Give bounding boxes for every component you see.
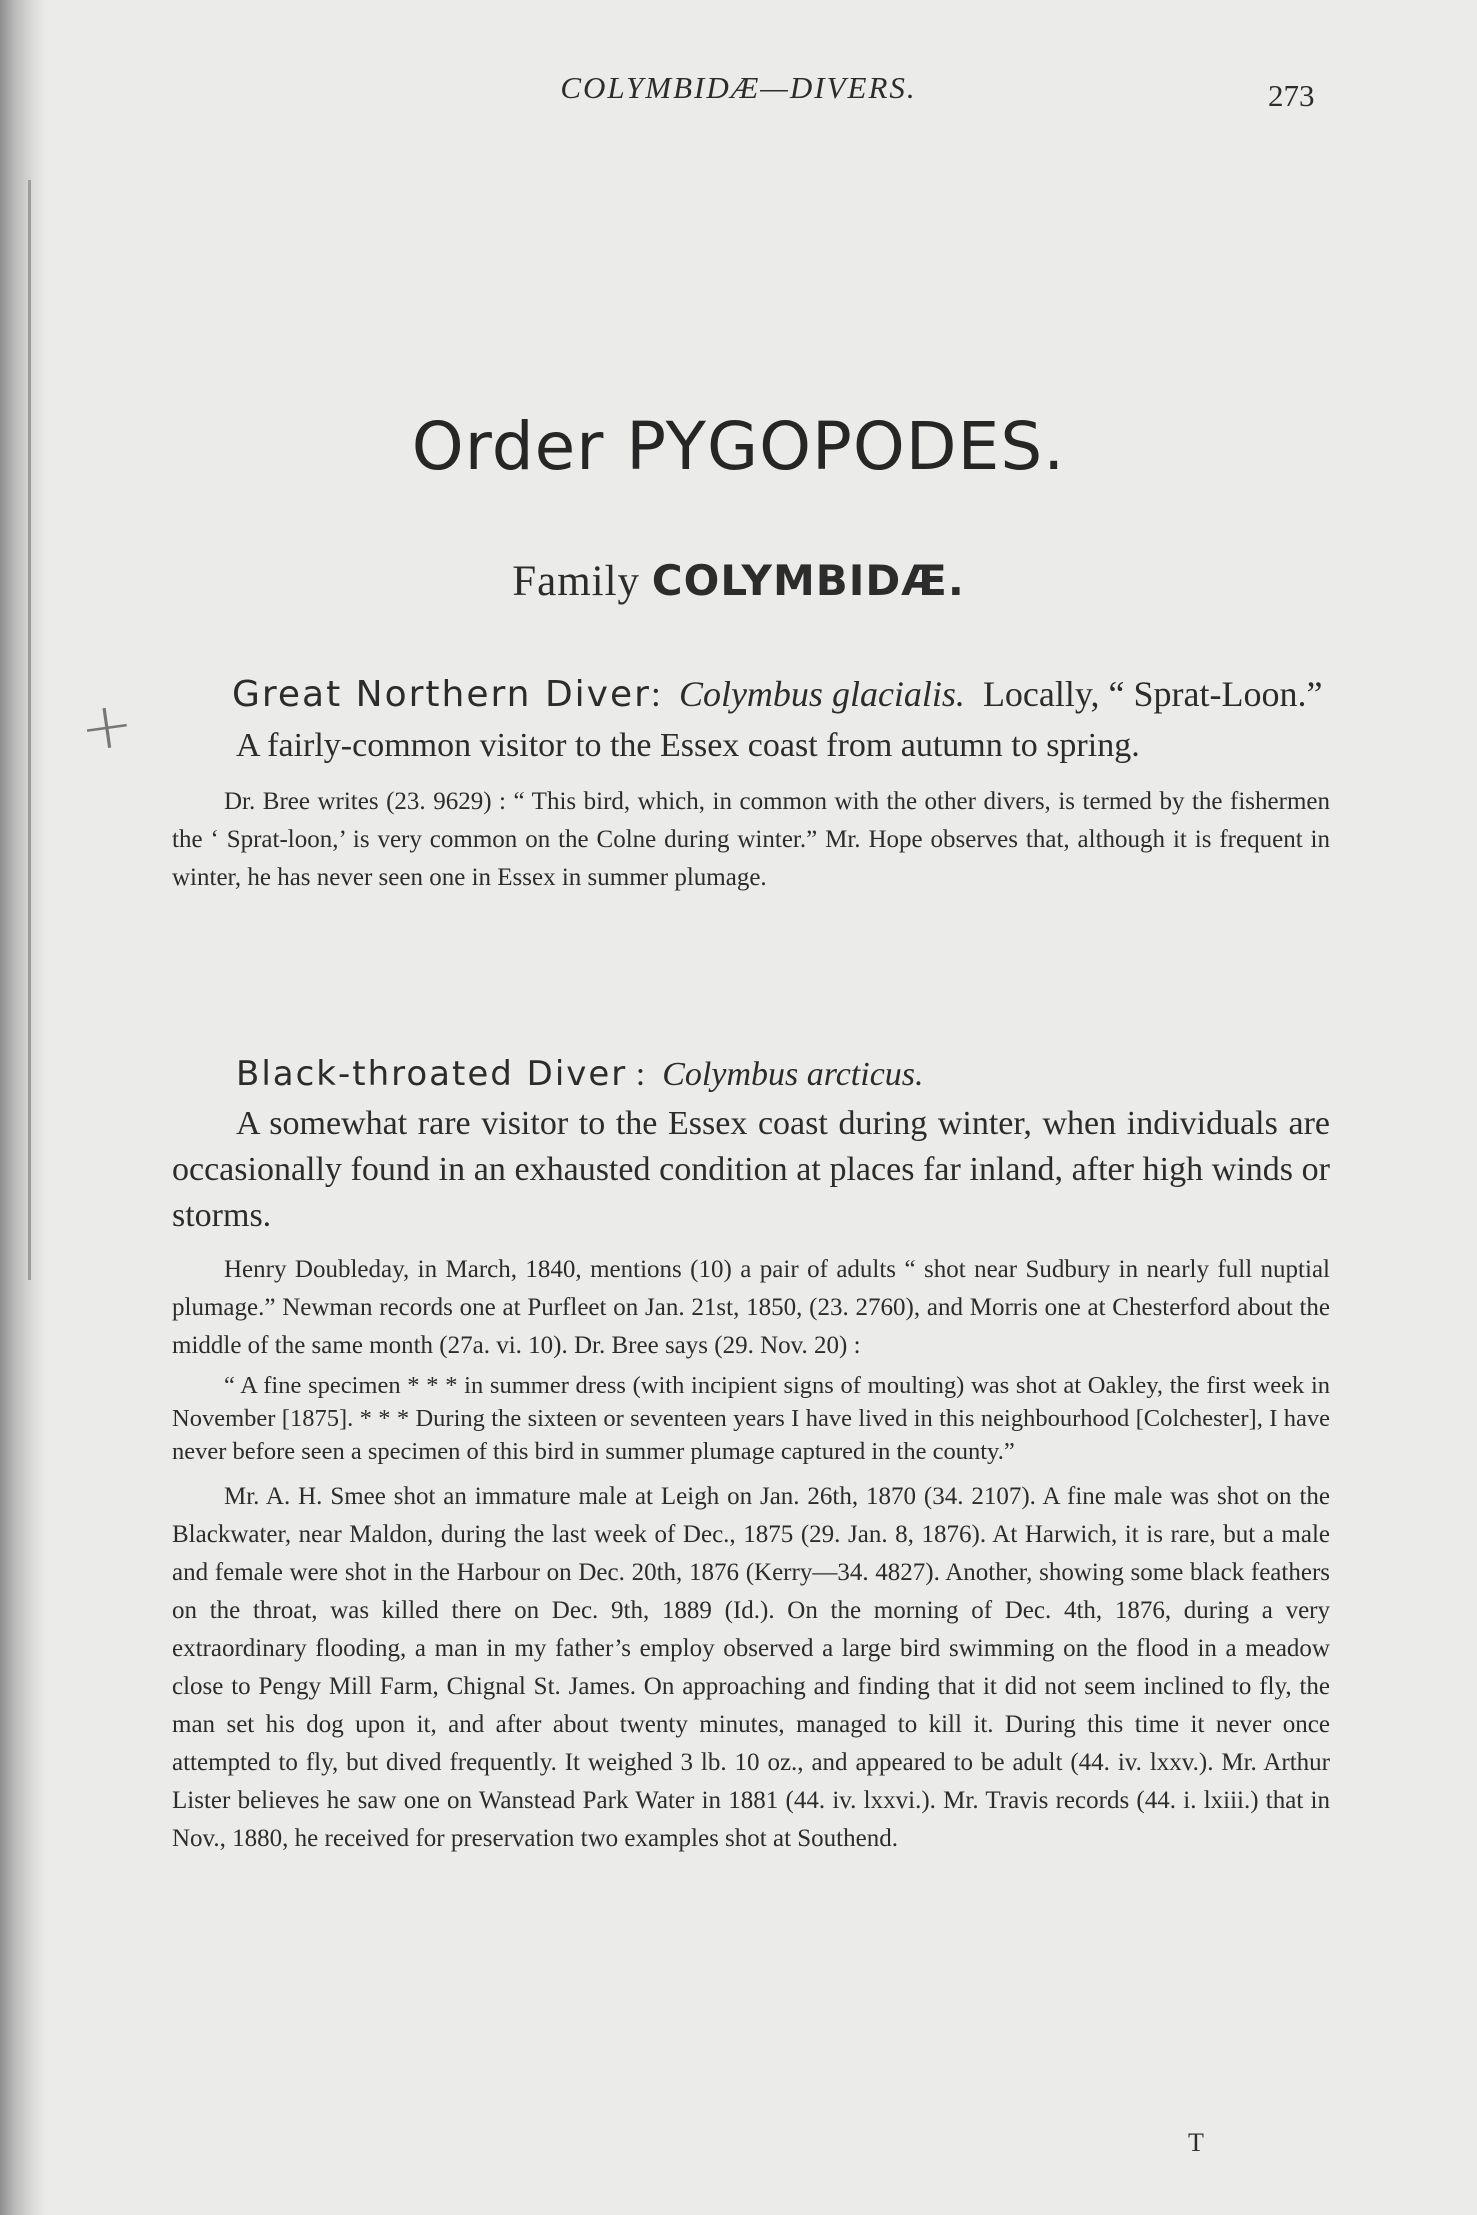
species-latin-name: Colymbus glacialis. bbox=[678, 674, 965, 714]
species-great-northern-diver bbox=[172, 672, 1330, 897]
species-notes: Henry Doubleday, in March, 1840, mentions (10) a pair of adults “ shot near Sudbury in nearly full nuptial plumage.” Newman records one at Purfleet on Jan. 21st, 1850, (23. 2760), and Morris one at Chesterford about the middle of the same month (27a. vi. 10). Dr. Bree says (29. Nov. 20) : bbox=[172, 1256, 1330, 1359]
species-black-throated-diver bbox=[172, 1052, 1330, 1858]
page-number: 273 bbox=[1268, 78, 1315, 113]
running-head: COLYMBIDÆ—DIVERS. bbox=[560, 70, 917, 105]
family-name: COLYMBIDÆ. bbox=[651, 556, 965, 605]
signature-mark: T bbox=[1188, 2128, 1204, 2157]
species-name: Great Northern Diver bbox=[232, 674, 651, 715]
species-summary: A somewhat rare visitor to the Essex coast during winter, when individuals are occasionally found in an exhausted condition at places far inland, after high winds or storms. bbox=[172, 1105, 1330, 1234]
pencil-margin-mark: + bbox=[75, 686, 139, 768]
species-latin-name: Colymbus arcticus. bbox=[662, 1056, 924, 1093]
species-heading: Great Northern Diver: Colymbus glacialis. Locally, “ Sprat-Loon.” bbox=[232, 674, 1323, 715]
species-notes: Dr. Bree writes (23. 9629) : “ This bird, which, in common with the other divers, is termed by the fishermen the ‘ Sprat-loon,’ is very common on the Colne during winter.” Mr. Hope observes that, although it is frequent in winter, he has never seen one in Essex in summer plumage. bbox=[172, 788, 1330, 891]
species-local-name: Locally, “ Sprat-Loon.” bbox=[982, 674, 1323, 714]
species-name: Black-throated Diver bbox=[236, 1054, 628, 1094]
species-notes-continued: Mr. A. H. Smee shot an immature male at Leigh on Jan. 26th, 1870 (34. 2107). A fine male was shot on the Blackwater, near Maldon, during the last week of Dec., 1875 (29. Jan. 8, 1876). At Harwich, it is rare, but a male and female were shot in the Harbour on Dec. 20th, 1876 (Kerry—34. 4827). Another, showing some black feathers on the throat, was killed there on Dec. 9th, 1889 (Id.). On the morning of Dec. 4th, 1876, during a very extraordinary flooding, a man in my father’s employ observed a large bird swimming on the flood in a meadow close to Pengy Mill Farm, Chignal St. James. On approaching and finding that it did not seem inclined to fly, the man set his dog upon it, and after about twenty minutes, managed to kill it. During this time it never once attempted to fly, but dived frequently. It weighed 3 lb. 10 oz., and appeared to be adult (44. iv. lxxv.). Mr. Arthur Lister believes he saw one on Wanstead Park Water in 1881 (44. iv. lxxvi.). Mr. Travis records (44. i. lxiii.) that in Nov., 1880, he received for preservation two examples shot at Southend. bbox=[172, 1483, 1330, 1852]
species-heading: Black-throated Diver : Colymbus arcticus. bbox=[236, 1054, 924, 1094]
family-title bbox=[0, 556, 1477, 606]
species-summary: A fairly-common visitor to the Essex coast from autumn to spring. bbox=[236, 727, 1140, 764]
quotation: “ A fine specimen * * * in summer dress (with incipient signs of moulting) was shot at Oakley, the first week in November [1875]. * * * During the sixteen or seventeen years I have lived in this neighbourhood [Colchester], I have never before seen a specimen of this bird in summer plumage captured in the county.” bbox=[172, 1372, 1330, 1465]
family-word: Family bbox=[512, 558, 641, 605]
order-title: Order PYGOPODES. bbox=[411, 408, 1066, 485]
